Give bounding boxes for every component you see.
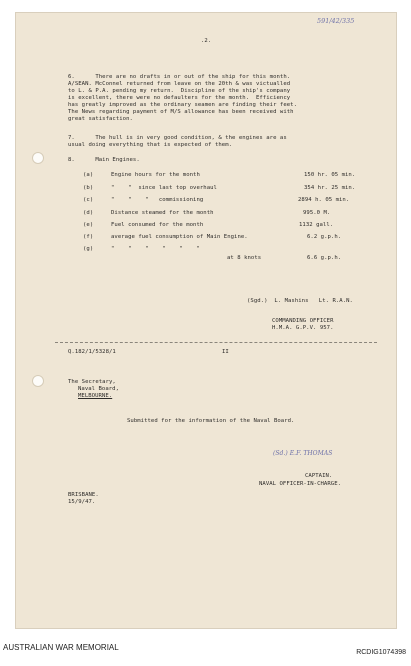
signatory-title: NAVAL OFFICER-IN-CHARGE. (259, 481, 342, 487)
signed-name: (Sd.) E.F. THOMAS (273, 450, 333, 457)
row-value: 1132 gall. (299, 222, 334, 228)
row-label: at 8 knots (227, 255, 262, 261)
row-label: Engine hours for the month (111, 172, 200, 178)
place: BRISBANE. (68, 492, 99, 498)
punch-hole-bottom (32, 375, 44, 387)
punch-hole-top (32, 152, 44, 164)
address-line: The Secretary, (68, 379, 116, 385)
row-letter: (c) (83, 197, 94, 203)
row-label: " " since last top overhaul (111, 185, 217, 191)
submitted-note: Submitted for the information of the Naval Board. (127, 418, 295, 424)
row-letter: (e) (83, 222, 94, 228)
row-letter: (a) (83, 172, 94, 178)
paragraph-line: The News regarding payment of M/S allowance has been received with (68, 109, 294, 115)
row-label: average fuel consumption of Main Engine. (111, 234, 248, 240)
signature-name: (Sgd.) L. Mashins Lt. R.A.N. (247, 298, 353, 304)
address-line: Naval Board, (78, 386, 120, 392)
document-page (15, 12, 397, 629)
footer-source: AUSTRALIAN WAR MEMORIAL (3, 643, 119, 652)
row-value: 354 hr. 25 min. (304, 185, 356, 191)
page-number: .2. (201, 38, 212, 44)
archive-reference: 591/42/335 (317, 17, 355, 25)
paragraph-line: A/SEAN. McConnel returned from leave on the 20th & was victualled (68, 81, 291, 87)
row-label: Fuel consumed for the month (111, 222, 204, 228)
row-label: " " " " " " (111, 246, 200, 252)
row-label: " " " commissioning (111, 197, 204, 203)
row-value: 150 hr. 05 min. (304, 172, 356, 178)
paragraph-line: to L. & P.A. pending my return. Discipline of the ship's company (68, 88, 291, 94)
row-letter: (b) (83, 185, 94, 191)
row-label: Distance steamed for the month (111, 210, 214, 216)
section-divider (55, 342, 377, 343)
signatory-rank: CAPTAIN. (305, 473, 333, 479)
date: 15/9/47. (68, 499, 96, 505)
signature-title: COMMANDING OFFICER (272, 318, 334, 324)
row-letter: (d) (83, 210, 94, 216)
address-line: MELBOURNE. (78, 393, 113, 399)
row-letter: (f) (83, 234, 94, 240)
minute-reference: Q.182/1/5328/1 (68, 349, 116, 355)
paragraph-line: 7. The hull is in very good condition, & the engines are as (68, 135, 287, 141)
row-value: 6.6 g.p.h. (307, 255, 342, 261)
signature-ship: H.M.A. G.P.V. 957. (272, 325, 334, 331)
footer-id: RCDIG1074398 (356, 649, 406, 656)
paragraph-line: great satisfaction. (68, 116, 133, 122)
paragraph-line: is excellent, there were no defaulters for the month. Efficiency (68, 95, 291, 101)
row-value: 995.0 M. (303, 210, 331, 216)
minute-number: II (222, 349, 229, 355)
row-letter: (g) (83, 246, 94, 252)
row-value: 6.2 g.p.h. (307, 234, 342, 240)
main-engines-heading: 8. Main Engines. (68, 157, 140, 163)
paragraph-line: has greatly improved as the ordinary seamen are finding their feet. (68, 102, 297, 108)
paragraph-line: usual doing everything that is expected of them. (68, 142, 233, 148)
paragraph-line: 6. There are no drafts in or out of the ship for this month. (68, 74, 291, 80)
row-value: 2894 h. 05 min. (298, 197, 350, 203)
